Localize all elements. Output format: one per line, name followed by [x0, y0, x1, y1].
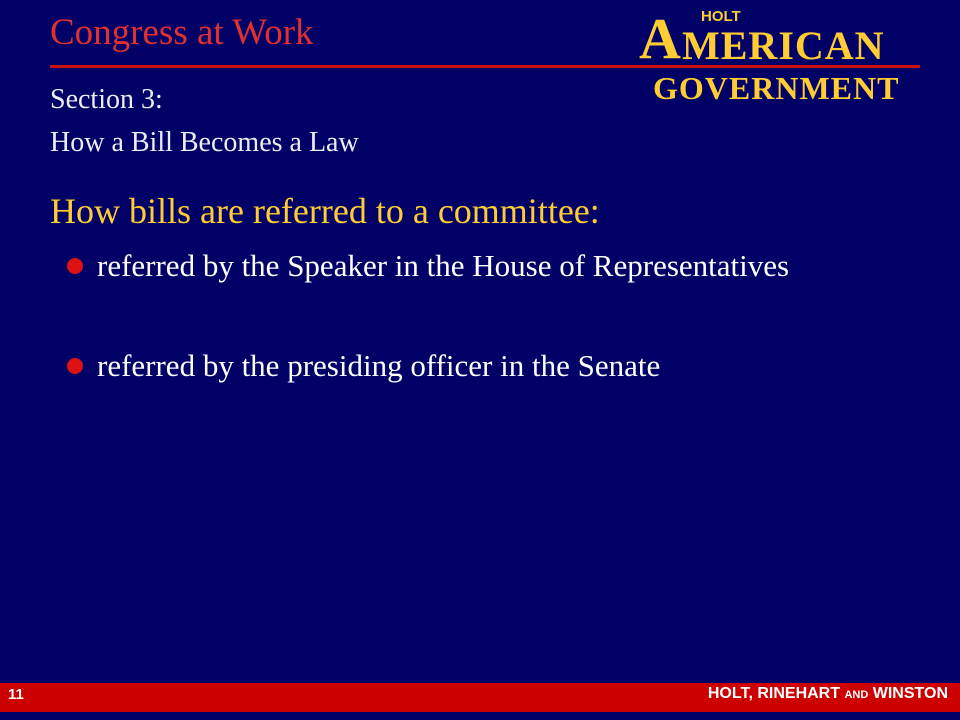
section-title: How a Bill Becomes a Law: [50, 127, 359, 158]
page-number: 11: [8, 686, 24, 703]
content-heading: How bills are referred to a committee:: [50, 191, 600, 231]
publisher-name-part1: HOLT, RINEHART: [707, 685, 845, 702]
logo-initial: A: [639, 6, 681, 71]
logo-holt-text: HOLT: [701, 8, 741, 25]
bullet-dot: [67, 258, 83, 274]
american-government-logo: [625, 0, 945, 110]
bullet-dot: [67, 358, 83, 374]
logo-american-text: MERICAN: [682, 23, 885, 68]
logo-government-text: GOVERNMENT: [653, 70, 900, 106]
section-label: Section 3:: [50, 84, 163, 115]
chapter-title: Congress at Work: [50, 12, 314, 53]
bullet-item: referred by the presiding officer in the Senate: [97, 348, 661, 383]
publisher-name-part2: WINSTON: [868, 685, 948, 702]
publisher-credit: [708, 685, 948, 703]
publisher-and: AND: [844, 689, 869, 701]
bullet-item: referred by the Speaker in the House of Representatives: [97, 248, 790, 283]
